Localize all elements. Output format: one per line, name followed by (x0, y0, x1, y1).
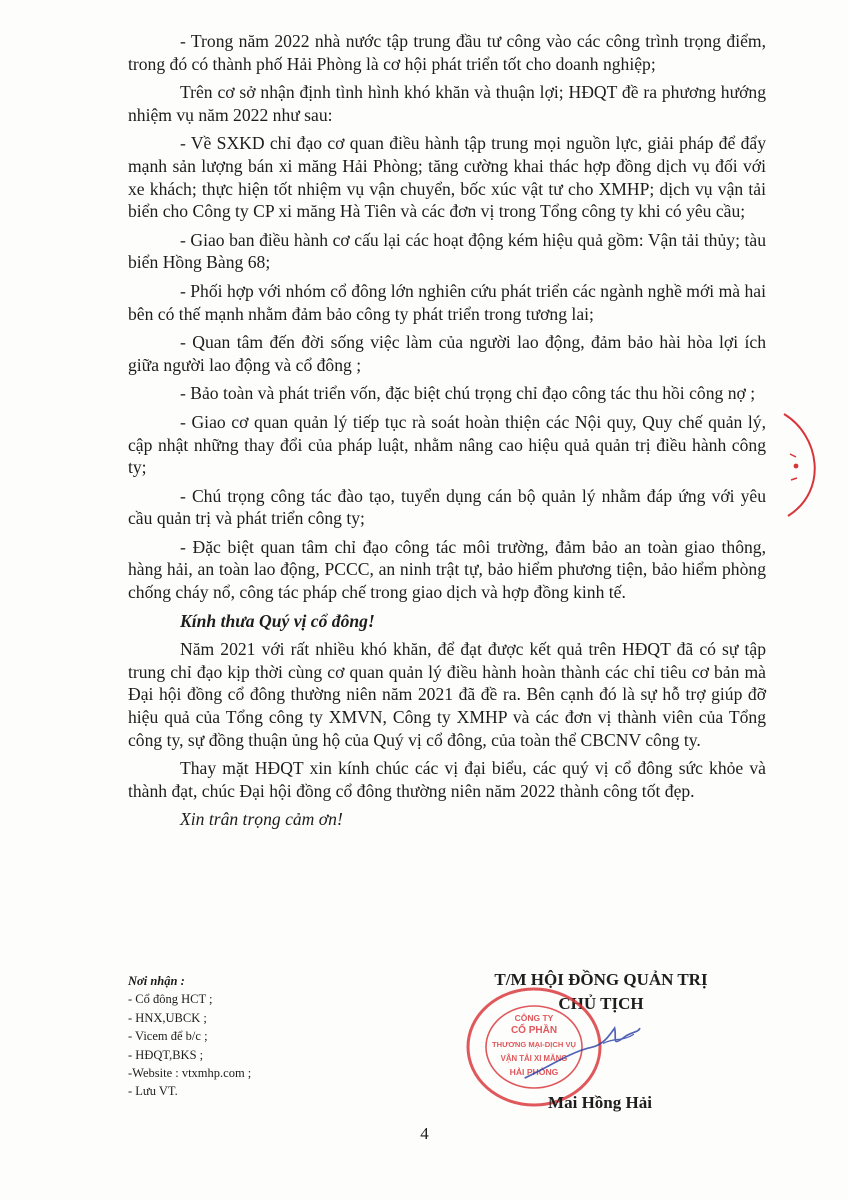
recipient-item: - Vicem để b/c ; (128, 1029, 208, 1044)
recipients-heading: Nơi nhận : (128, 974, 185, 988)
seal-line: THƯƠNG MẠI-DỊCH VỤ (491, 1040, 577, 1049)
paragraph: - Bảo toàn và phát triển vốn, đặc biệt chú trọng chỉ đạo công tác thu hồi công nợ ; (180, 383, 756, 404)
paragraph: - Về SXKD chỉ đạo cơ quan điều hành tập trung mọi nguồn lực, giải pháp để đẩy mạnh sản lượng bán xi măng Hải Phòng; tăng cường khai thác hợp đồng dịch vụ đối với xe khách; thực hiện tốt nhiệm vụ vận chuyển, bốc xúc vật tư cho XMHP; dịch vụ vận tải biển cho Công ty CP xi măng Hà Tiên và các đơn vị trong Tổng công ty khi có yêu cầu; (128, 133, 766, 222)
greeting: Kính thưa Quý vị cổ đông! (180, 610, 375, 631)
signature-title: T/M HỘI ĐỒNG QUẢN TRỊ (494, 970, 708, 989)
paragraph: - Chú trọng công tác đào tạo, tuyển dụng cán bộ quản lý nhằm đáp ứng với yêu cầu quản trị và phát triển công ty; (128, 485, 766, 529)
recipient-item: - Lưu VT. (128, 1084, 178, 1099)
closing-paragraph: Năm 2021 với rất nhiều khó khăn, để đạt được kết quả trên HĐQT đã có sự tập trung chỉ đạo kịp thời cùng cơ quan quản lý điều hành hoàn thành các chỉ tiêu cơ bản mà Đại hội đồng cổ đông thường niên năm 2021 đã đề ra. Bên cạnh đó là sự hỗ trợ giúp đỡ hiệu quả của Tổng công ty XMVN, Công ty XMHP và các đơn vị thành viên của Tổng công ty, sự đồng thuận ủng hộ của Quý vị cổ đông, của toàn thể CBCNV công ty. (128, 639, 766, 750)
seal-line: HẢI PHÒNG (509, 1067, 559, 1077)
thanks-line: Xin trân trọng cảm ơn! (180, 809, 343, 830)
paragraph: - Phối hợp với nhóm cổ đông lớn nghiên cứu phát triển các ngành nghề mới mà hai bên có thế mạnh nhằm đảm bảo công ty phát triển trong tương lai; (128, 280, 766, 324)
handwritten-signature (470, 1005, 690, 1105)
paragraph: - Đặc biệt quan tâm chỉ đạo công tác môi trường, đảm bảo an toàn giao thông, hàng hải, an toàn lao động, PCCC, an ninh trật tự, bảo hiểm phương tiện, bảo hiểm phòng chống cháy nổ, công tác pháp chế trong giao dịch và hợp đồng kinh tế. (128, 536, 766, 603)
seal-line: CÔNG TY (514, 1013, 554, 1023)
seal-line: VẬN TẢI XI MĂNG (500, 1054, 568, 1063)
recipient-item: - HĐQT,BKS ; (128, 1047, 204, 1062)
signer-name: Mai Hồng Hải (548, 1093, 652, 1112)
seal-line: CỔ PHẦN (510, 1025, 558, 1036)
paragraph: - Giao cơ quan quản lý tiếp tục rà soát hoàn thiện các Nội quy, Quy chế quản lý, cập nhật những thay đổi của pháp luật, nhằm nâng cao hiệu quả quản trị điều hành công ty; (128, 411, 766, 478)
paragraph: - Giao ban điều hành cơ cấu lại các hoạt động kém hiệu quả gồm: Vận tải thủy; tàu biển Hồng Bàng 68; (128, 229, 766, 273)
page-number: 4 (420, 1124, 429, 1143)
paragraph: - Trong năm 2022 nhà nước tập trung đầu tư công vào các công trình trọng điểm, trong đó có thành phố Hải Phòng là cơ hội phát triển tốt cho doanh nghiệp; (128, 31, 766, 74)
paragraph: Trên cơ sở nhận định tình hình khó khăn và thuận lợi; HĐQT đề ra phương hướng nhiệm vụ năm 2022 như sau: (128, 82, 766, 125)
closing-paragraph: Thay mặt HĐQT xin kính chúc các vị đại biểu, các quý vị cổ đông sức khỏe và thành đạt, chúc Đại hội đồng cổ đông thường niên năm 2022 thành công tốt đẹp. (128, 758, 766, 801)
recipient-item: - Cổ đông HCT ; (128, 992, 213, 1007)
recipient-item: - HNX,UBCK ; (128, 1010, 207, 1025)
recipients-block (128, 972, 428, 1101)
document-body (128, 30, 766, 837)
paragraph: - Quan tâm đến đời sống việc làm của người lao động, đảm bảo hài hòa lợi ích giữa người lao động và cổ đông ; (128, 332, 766, 375)
edge-stamp-fragment (774, 410, 849, 520)
recipient-item: -Website : vtxmhp.com ; (128, 1066, 252, 1081)
signature-role: CHỦ TỊCH (558, 994, 644, 1013)
